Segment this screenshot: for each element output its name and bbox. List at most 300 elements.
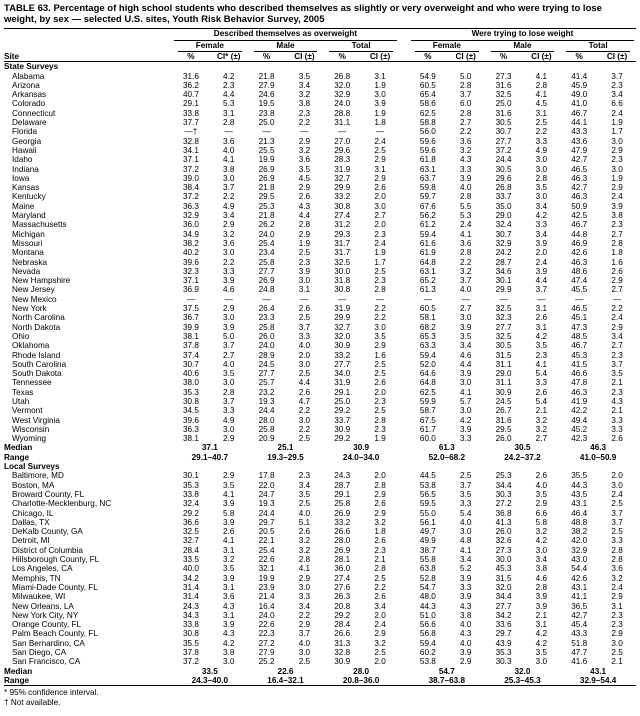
value-cell: 4.0 xyxy=(298,341,311,351)
site-cell: New York xyxy=(12,304,47,314)
value-cell: 38.2 xyxy=(571,527,588,537)
value-cell: 4.4 xyxy=(298,211,311,221)
value-cell: 25.8 xyxy=(334,499,351,509)
site-cell: Wyoming xyxy=(12,434,47,444)
column-gap xyxy=(399,629,409,638)
summary-value-cell: 24.0–34.0 xyxy=(342,452,380,462)
value-cell: 2.6 xyxy=(374,592,386,602)
value-cell: 2.5 xyxy=(611,499,623,509)
column-header-ci: CI (±) xyxy=(598,52,636,62)
value-cell: 26.9 xyxy=(334,545,351,555)
column-gap xyxy=(399,434,409,443)
value-cell: 59.4 xyxy=(419,229,436,239)
value-cell: 24.6 xyxy=(258,90,275,100)
site-cell: Tennessee xyxy=(12,378,52,388)
value-cell: 42.5 xyxy=(571,211,588,221)
value-cell: 36.8 xyxy=(495,508,512,518)
column-gap xyxy=(399,425,409,434)
table-row xyxy=(4,285,636,294)
value-cell: 27.2 xyxy=(258,638,275,648)
value-cell: 3.4 xyxy=(611,90,623,100)
value-cell: 2.6 xyxy=(374,183,386,193)
value-cell: 30.5 xyxy=(495,341,512,351)
table-row xyxy=(4,639,636,648)
column-gap xyxy=(399,165,409,174)
value-cell: 33.6 xyxy=(495,620,512,630)
value-cell: 3.5 xyxy=(460,331,472,341)
column-gap xyxy=(399,620,409,629)
value-cell: 6.6 xyxy=(535,508,548,518)
value-cell: 30.3 xyxy=(495,489,512,499)
value-cell: 3.2 xyxy=(298,545,311,555)
value-cell: 4.0 xyxy=(223,145,235,155)
value-cell: 30.7 xyxy=(182,359,199,369)
value-cell: 31.6 xyxy=(495,415,512,425)
value-cell: 32.9 xyxy=(571,545,588,555)
column-gap xyxy=(399,304,409,313)
value-cell: 54.7 xyxy=(419,582,436,592)
value-cell: 45.3 xyxy=(571,350,588,360)
value-cell: 3.3 xyxy=(460,434,472,444)
value-cell: 32.9 xyxy=(182,211,199,221)
summary-value-cell: 16.4–32.1 xyxy=(267,675,304,685)
value-cell: 3.0 xyxy=(535,657,548,667)
column-gap xyxy=(399,518,409,527)
value-cell: 41.9 xyxy=(571,396,588,406)
column-gap xyxy=(399,397,409,406)
value-cell: 1.9 xyxy=(374,248,386,258)
value-cell: 2.5 xyxy=(298,434,311,444)
value-cell: 30.3 xyxy=(495,657,512,667)
value-cell: 4.2 xyxy=(535,536,548,546)
value-cell: 35.3 xyxy=(182,387,199,397)
summary-value-cell: 25.1 xyxy=(277,443,294,453)
value-cell: 2.4 xyxy=(535,257,548,267)
site-cell: New Mexico xyxy=(12,294,57,304)
value-cell: 2.5 xyxy=(611,527,623,537)
value-cell: 33.8 xyxy=(182,489,199,499)
value-cell: 19.3 xyxy=(258,499,275,509)
value-cell: 2.4 xyxy=(611,313,623,323)
value-cell: 27.7 xyxy=(495,136,512,146)
column-gap xyxy=(399,118,409,127)
site-cell: San Diego, CA xyxy=(12,648,67,657)
value-cell: 5.7 xyxy=(460,396,472,406)
value-cell: 3.1 xyxy=(223,582,235,592)
value-cell: 32.3 xyxy=(495,313,512,323)
value-cell: 2.9 xyxy=(223,471,235,481)
value-cell: 29.9 xyxy=(334,183,351,193)
value-cell: 24.0 xyxy=(258,341,275,351)
value-cell: 65.2 xyxy=(419,276,436,286)
value-cell: 36.3 xyxy=(182,424,199,434)
table-row xyxy=(4,416,636,425)
site-cell: Broward County, FL xyxy=(12,489,85,499)
value-cell: 37.2 xyxy=(182,164,199,174)
value-cell: 2.5 xyxy=(298,313,311,323)
value-cell: 2.6 xyxy=(374,499,386,509)
column-gap xyxy=(399,471,409,480)
value-cell: 3.2 xyxy=(374,638,386,648)
value-cell: — xyxy=(186,294,195,304)
value-cell: 3.1 xyxy=(223,108,235,118)
column-header-ci: CI (±) xyxy=(361,52,399,62)
value-cell: 4.2 xyxy=(460,415,472,425)
value-cell: 27.0 xyxy=(334,136,351,146)
value-cell: 3.9 xyxy=(535,238,548,248)
value-cell: 27.7 xyxy=(495,322,512,332)
value-cell: 4.8 xyxy=(460,536,472,546)
value-cell: 2.9 xyxy=(298,229,311,239)
value-cell: 5.3 xyxy=(460,211,472,221)
column-gap xyxy=(399,555,409,564)
value-cell: 3.8 xyxy=(460,610,472,620)
table-row xyxy=(4,499,636,508)
site-cell: Kentucky xyxy=(12,192,46,202)
table-row xyxy=(4,434,636,443)
value-cell: 3.3 xyxy=(460,164,472,174)
value-cell: 25.0 xyxy=(334,396,351,406)
column-header-pct: % xyxy=(560,52,598,62)
value-cell: 2.8 xyxy=(611,238,623,248)
summary-value-cell: 29.1–40.7 xyxy=(191,452,229,462)
value-cell: 30.7 xyxy=(495,229,512,239)
value-cell: 2.9 xyxy=(535,499,548,509)
value-cell: 63.1 xyxy=(419,164,436,174)
value-cell: 3.0 xyxy=(535,164,548,174)
value-cell: 1.9 xyxy=(374,80,386,90)
value-cell: 40.0 xyxy=(182,564,199,574)
table-row xyxy=(4,518,636,527)
value-cell: 3.2 xyxy=(611,573,623,583)
value-cell: 3.5 xyxy=(223,369,235,379)
value-cell: 56.6 xyxy=(419,620,436,630)
value-cell: 1.9 xyxy=(298,238,311,248)
value-cell: 26.8 xyxy=(495,183,512,193)
value-cell: 34.1 xyxy=(182,145,199,155)
value-cell: 1.9 xyxy=(374,108,386,118)
column-gap xyxy=(399,481,409,490)
value-cell: 3.9 xyxy=(223,499,235,509)
site-cell: Miami-Dade County, FL xyxy=(12,582,98,592)
column-gap xyxy=(399,99,409,108)
value-cell: 2.3 xyxy=(611,80,623,90)
column-gap xyxy=(399,267,409,276)
value-cell: 3.6 xyxy=(611,564,623,574)
value-cell: — xyxy=(300,127,309,137)
value-cell: 2.2 xyxy=(460,257,472,267)
value-cell: 2.4 xyxy=(374,136,386,146)
value-cell: 33.8 xyxy=(182,620,199,630)
value-cell: 59.6 xyxy=(419,145,436,155)
column-gap xyxy=(399,667,409,676)
value-cell: 4.0 xyxy=(223,359,235,369)
value-cell: 38.1 xyxy=(182,331,199,341)
value-cell: 48.0 xyxy=(419,592,436,602)
value-cell: 44.3 xyxy=(419,601,436,611)
site-cell: Connecticut xyxy=(12,108,56,118)
column-gap xyxy=(399,155,409,164)
value-cell: 4.6 xyxy=(535,573,548,583)
value-cell: 61.6 xyxy=(419,238,436,248)
value-cell: 2.5 xyxy=(374,145,386,155)
value-cell: 4.0 xyxy=(298,638,311,648)
value-cell: 1.9 xyxy=(374,434,386,444)
value-cell: 3.7 xyxy=(611,508,623,518)
value-cell: — xyxy=(575,294,584,304)
site-cell: Hillsborough County, FL xyxy=(12,555,100,565)
value-cell: — xyxy=(375,127,385,137)
value-cell: 33.7 xyxy=(495,192,512,202)
column-gap xyxy=(399,527,409,536)
site-col-spacer xyxy=(4,29,172,41)
value-cell: 2.3 xyxy=(374,545,386,555)
site-cell: Colorado xyxy=(12,99,46,109)
value-cell: 59.5 xyxy=(419,499,436,509)
value-cell: 3.0 xyxy=(374,90,386,100)
table-row xyxy=(4,239,636,248)
value-cell: 3.3 xyxy=(611,536,623,546)
header-group-row xyxy=(4,29,636,41)
value-cell: 2.7 xyxy=(535,434,548,444)
table-row xyxy=(4,211,636,220)
value-cell: 2.9 xyxy=(611,183,623,193)
value-cell: 3.6 xyxy=(460,136,472,146)
value-cell: 3.0 xyxy=(298,276,311,286)
value-cell: 2.6 xyxy=(223,527,235,537)
value-cell: 36.6 xyxy=(182,517,199,527)
value-cell: 2.7 xyxy=(223,350,235,360)
summary-value-cell: 30.5 xyxy=(514,443,531,453)
value-cell: 3.6 xyxy=(223,238,235,248)
value-cell: 2.0 xyxy=(374,657,386,667)
value-cell: 21.4 xyxy=(258,592,275,602)
site-col-spacer xyxy=(4,41,172,52)
value-cell: 3.7 xyxy=(460,276,472,286)
summary-label: Median xyxy=(4,443,33,453)
summary-value-cell: 33.5 xyxy=(201,666,218,676)
column-gap xyxy=(399,137,409,146)
table-row xyxy=(4,127,636,136)
value-cell: 42.7 xyxy=(571,155,588,165)
value-cell: 3.0 xyxy=(298,359,311,369)
table-row xyxy=(4,611,636,620)
value-cell: 25.0 xyxy=(495,99,512,109)
value-cell: — xyxy=(338,294,347,304)
summary-value-cell: 52.0–68.2 xyxy=(428,452,466,462)
value-cell: 3.2 xyxy=(374,517,386,527)
value-cell: 1.8 xyxy=(611,248,623,258)
summary-value-cell: 61.3 xyxy=(438,443,455,453)
value-cell: 2.3 xyxy=(374,424,386,434)
value-cell: 2.9 xyxy=(374,173,386,183)
footnotes xyxy=(4,688,636,707)
value-cell: 41.6 xyxy=(571,657,588,667)
value-cell: 54.4 xyxy=(571,564,588,574)
value-cell: 32.4 xyxy=(182,499,199,509)
value-cell: 2.9 xyxy=(374,508,386,518)
value-cell: 3.4 xyxy=(298,601,311,611)
value-cell: 21.8 xyxy=(258,211,275,221)
value-cell: 27.6 xyxy=(334,582,351,592)
value-cell: 28.7 xyxy=(495,257,512,267)
value-cell: 3.9 xyxy=(223,517,235,527)
value-cell: 4.0 xyxy=(460,638,472,648)
table-row xyxy=(4,360,636,369)
site-cell: San Francisco, CA xyxy=(12,657,81,667)
value-cell: 1.8 xyxy=(374,118,386,128)
value-cell: 40.2 xyxy=(182,248,199,258)
value-cell: 59.4 xyxy=(419,350,436,360)
summary-label: Median xyxy=(4,666,33,676)
value-cell: 3.1 xyxy=(298,285,311,295)
value-cell: 29.6 xyxy=(495,173,512,183)
value-cell: 23.3 xyxy=(258,313,275,323)
table-row xyxy=(4,304,636,313)
value-cell: 3.4 xyxy=(298,80,311,90)
value-cell: 25.8 xyxy=(258,322,275,332)
value-cell: 2.2 xyxy=(611,304,623,314)
value-cell: 2.6 xyxy=(535,387,548,397)
value-cell: 4.2 xyxy=(223,638,235,648)
column-gap xyxy=(399,109,409,118)
value-cell: 3.8 xyxy=(611,211,623,221)
value-cell: 38.4 xyxy=(182,183,199,193)
value-cell: 43.3 xyxy=(571,629,588,639)
value-cell: 42.7 xyxy=(571,183,588,193)
value-cell: 3.3 xyxy=(223,406,235,416)
subgroup-male: Male xyxy=(248,41,324,52)
value-cell: 49.7 xyxy=(419,527,436,537)
value-cell: 61.3 xyxy=(419,285,436,295)
column-gap xyxy=(399,81,409,90)
value-cell: 31.2 xyxy=(334,220,351,230)
site-cell: Arkansas xyxy=(12,90,47,100)
value-cell: 29.2 xyxy=(334,610,351,620)
value-cell: 3.6 xyxy=(223,136,235,146)
value-cell: 4.1 xyxy=(223,155,235,165)
value-cell: 41.1 xyxy=(571,592,588,602)
value-cell: 42.0 xyxy=(571,536,588,546)
table-row xyxy=(4,323,636,332)
summary-value-cell: 30.9 xyxy=(353,443,370,453)
value-cell: 3.7 xyxy=(298,322,311,332)
value-cell: 27.7 xyxy=(334,359,351,369)
table-row xyxy=(4,90,636,99)
column-gap xyxy=(399,248,409,257)
value-cell: 25.4 xyxy=(258,545,275,555)
value-cell: 2.2 xyxy=(374,304,386,314)
table-row xyxy=(4,248,636,257)
value-cell: 4.1 xyxy=(535,359,548,369)
value-cell: 23.4 xyxy=(258,248,275,258)
value-cell: 3.3 xyxy=(611,424,623,434)
column-gap xyxy=(399,220,409,229)
site-cell: Oklahoma xyxy=(12,341,50,351)
table-row xyxy=(4,620,636,629)
value-cell: 48.5 xyxy=(571,331,588,341)
value-cell: 46.3 xyxy=(571,173,588,183)
value-cell: 65.3 xyxy=(419,331,436,341)
value-cell: 2.9 xyxy=(611,592,623,602)
value-cell: 31.7 xyxy=(334,238,351,248)
value-cell: 2.4 xyxy=(611,489,623,499)
value-cell: 46.9 xyxy=(571,238,588,248)
value-cell: 3.8 xyxy=(223,164,235,174)
value-cell: 5.4 xyxy=(535,396,548,406)
value-cell: 2.6 xyxy=(611,434,623,444)
value-cell: 32.8 xyxy=(334,648,351,657)
column-gap xyxy=(399,202,409,211)
value-cell: 42.2 xyxy=(571,406,588,416)
table-row xyxy=(4,81,636,90)
value-cell: 4.2 xyxy=(535,331,548,341)
value-cell: 60.5 xyxy=(419,304,436,314)
value-cell: 2.5 xyxy=(374,266,386,276)
value-cell: 52.8 xyxy=(419,573,436,583)
value-cell: 5.4 xyxy=(535,369,548,379)
value-cell: 2.2 xyxy=(374,313,386,323)
value-cell: 3.0 xyxy=(223,313,235,323)
value-cell: 28.4 xyxy=(182,545,199,555)
value-cell: 39.0 xyxy=(182,173,199,183)
value-cell: 3.1 xyxy=(535,108,548,118)
value-cell: 30.8 xyxy=(334,201,351,211)
value-cell: 4.1 xyxy=(460,387,472,397)
value-cell: 2.9 xyxy=(298,183,311,193)
section-header-row xyxy=(4,62,636,72)
value-cell: 2.9 xyxy=(374,341,386,351)
value-cell: 37.5 xyxy=(182,304,199,314)
value-cell: 62.5 xyxy=(419,387,436,397)
value-cell: 46.7 xyxy=(571,341,588,351)
value-cell: — xyxy=(461,294,470,304)
column-gap xyxy=(399,536,409,545)
value-cell: 3.9 xyxy=(611,201,623,211)
value-cell: 2.9 xyxy=(611,322,623,332)
table-row xyxy=(4,555,636,564)
value-cell: 3.3 xyxy=(460,582,472,592)
value-cell: 28.1 xyxy=(334,555,351,565)
value-cell: 25.2 xyxy=(258,657,275,667)
summary-value-cell: 28.0 xyxy=(353,666,370,676)
value-cell: 3.0 xyxy=(611,136,623,146)
value-cell: 2.3 xyxy=(298,108,311,118)
value-cell: 2.7 xyxy=(611,229,623,239)
value-cell: 2.3 xyxy=(611,155,623,165)
value-cell: 3.1 xyxy=(223,545,235,555)
value-cell: 2.0 xyxy=(374,610,386,620)
value-cell: 1.8 xyxy=(374,527,386,537)
value-cell: 3.7 xyxy=(460,480,472,490)
summary-row xyxy=(4,676,636,686)
site-cell: Indiana xyxy=(12,164,39,174)
value-cell: 2.4 xyxy=(374,620,386,630)
value-cell: 32.5 xyxy=(334,257,351,267)
column-gap xyxy=(399,648,409,657)
value-cell: 3.7 xyxy=(460,90,472,100)
site-cell: South Dakota xyxy=(12,369,62,379)
table-row xyxy=(4,146,636,155)
value-cell: 54.9 xyxy=(419,71,436,81)
value-cell: 3.7 xyxy=(223,341,235,351)
site-cell: New Orleans, LA xyxy=(12,601,74,611)
table-row xyxy=(4,583,636,592)
value-cell: 56.2 xyxy=(419,211,436,221)
value-cell: 67.5 xyxy=(419,415,436,425)
value-cell: 2.7 xyxy=(611,285,623,295)
value-cell: 37.2 xyxy=(182,192,199,202)
